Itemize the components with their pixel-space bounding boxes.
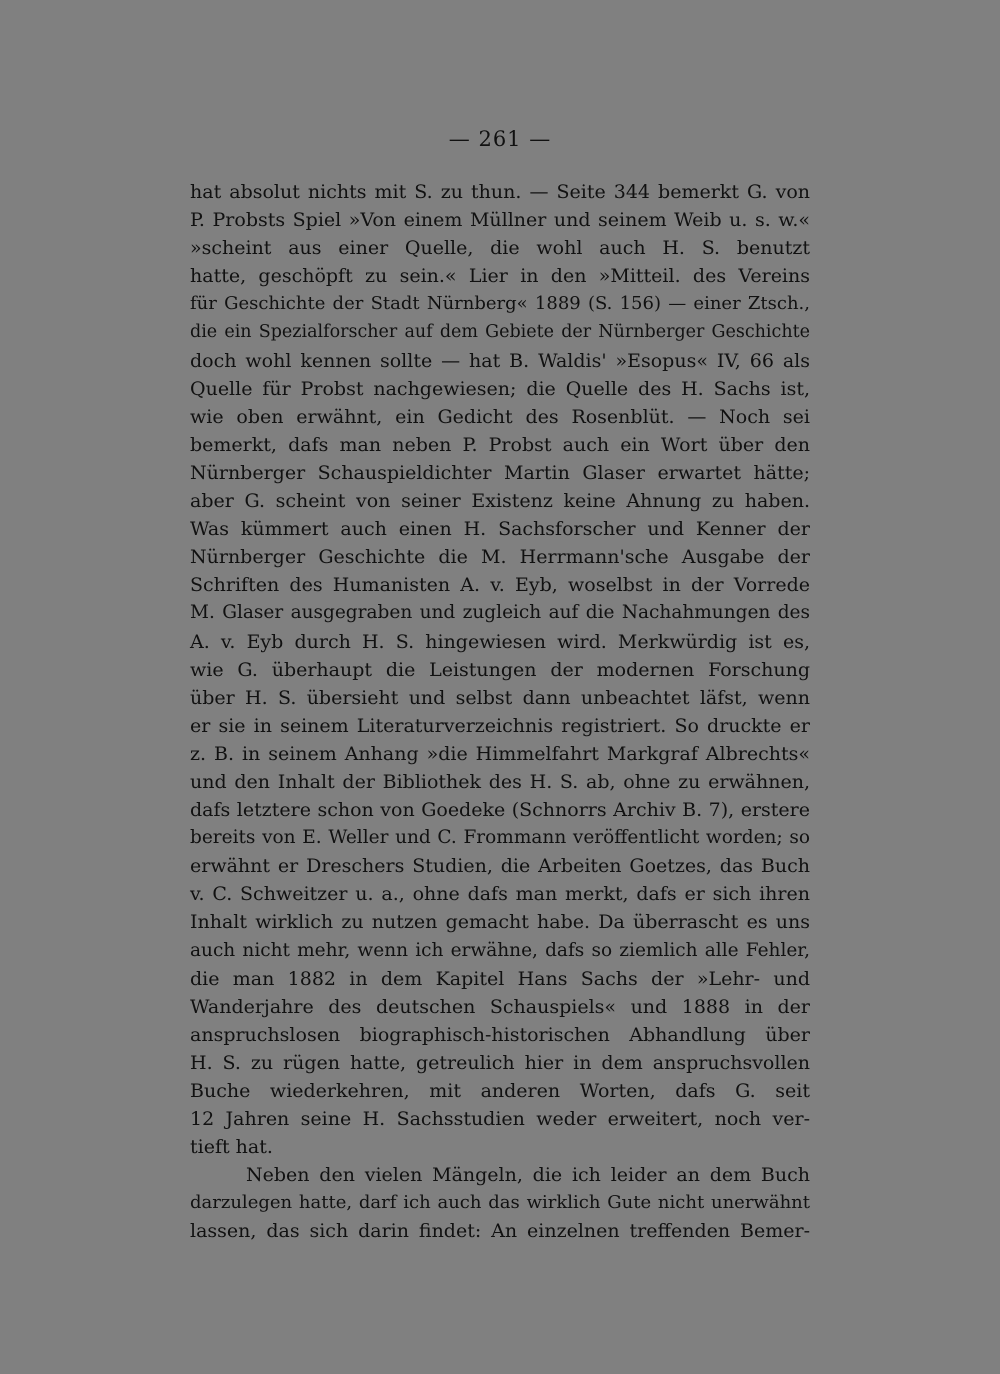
text-line: er sie in seinem Literaturverzeichnis registriert. So druckte er — [190, 714, 810, 737]
text-line: und den Inhalt der Bibliothek des H. S. ab, ohne zu erwähnen, — [190, 770, 810, 793]
text-line: tieft hat. — [190, 1136, 273, 1159]
body-text — [190, 178, 810, 1246]
text-line: wie oben erwähnt, ein Gedicht des Rosenblüt. — Noch sei — [190, 405, 810, 428]
text-line: auch nicht mehr, wenn ich erwähne, dafs so ziemlich alle Fehler, — [190, 939, 810, 961]
text-line: M. Glaser ausgegraben und zugleich auf die Nachahmungen des — [190, 602, 810, 624]
text-line: P. Probsts Spiel »Von einem Müllner und seinem Weib u. s. w.« — [190, 209, 810, 232]
page-number: — 261 — — [448, 127, 552, 151]
text-line: aber G. scheint von seiner Existenz keine Ahnung zu haben. — [190, 490, 810, 513]
text-line: A. v. Eyb durch H. S. hingewiesen wird. Merkwürdig ist es, — [190, 630, 810, 653]
text-line: Buche wiederkehren, mit anderen Worten, dafs G. seit — [190, 1080, 810, 1102]
text-line: darzulegen hatte, darf ich auch das wirklich Gute nicht unerwähnt — [190, 1192, 810, 1214]
text-line: anspruchslosen biographisch-historischen Abhandlung über — [190, 1023, 810, 1046]
text-line: bereits von E. Weller und C. Frommann veröffentlicht worden; so — [190, 827, 810, 849]
text-line: Neben den vielen Mängeln, die ich leider an dem Buch — [246, 1164, 810, 1187]
text-line: Inhalt wirklich zu nutzen gemacht habe. Da überrascht es uns — [190, 911, 810, 934]
text-line: »scheint aus einer Quelle, die wohl auch H. S. benutzt — [190, 237, 810, 260]
text-line: 12 Jahren seine H. Sachsstudien weder erweitert, noch ver- — [190, 1108, 810, 1131]
text-line: Quelle für Probst nachgewiesen; die Quelle des H. Sachs ist, — [190, 377, 810, 400]
text-line: Nürnberger Geschichte die M. Herrmann'sche Ausgabe der — [190, 546, 810, 569]
text-line: hat absolut nichts mit S. zu thun. — Seite 344 bemerkt G. von — [190, 181, 810, 203]
text-line: z. B. in seinem Anhang »die Himmelfahrt Markgraf Albrechts« — [190, 742, 810, 765]
text-line: dafs letztere schon von Goedeke (Schnorrs Archiv B. 7), erstere — [190, 799, 810, 822]
text-line: Was kümmert auch einen H. Sachsforscher und Kenner der — [190, 518, 810, 541]
text-line: v. C. Schweitzer u. a., ohne dafs man merkt, dafs er sich ihren — [190, 883, 810, 906]
text-line: erwähnt er Dreschers Studien, die Arbeiten Goetzes, das Buch — [190, 855, 810, 878]
text-line: Wanderjahre des deutschen Schauspiels« und 1888 in der — [190, 995, 810, 1018]
text-line: Nürnberger Schauspieldichter Martin Glaser erwartet hätte; — [190, 461, 810, 484]
text-line: die ein Spezialforscher auf dem Gebiete der Nürnberger Geschichte — [190, 322, 810, 343]
text-line: hatte, geschöpft zu sein.« Lier in den »Mitteil. des Vereins — [190, 265, 810, 288]
text-line: H. S. zu rügen hatte, getreulich hier in dem anspruchsvollen — [190, 1051, 810, 1074]
text-line: doch wohl kennen sollte — hat B. Waldis' »Esopus« IV, 66 als — [190, 349, 810, 372]
text-line: für Geschichte der Stadt Nürnberg« 1889 (S. 156) — einer Ztsch., — [190, 293, 810, 315]
text-line: über H. S. übersieht und selbst dann unbeachtet läfst, wenn — [190, 686, 810, 709]
text-line: bemerkt, dafs man neben P. Probst auch ein Wort über den — [190, 433, 810, 456]
text-line: lassen, das sich darin findet: An einzelnen treffenden Bemer- — [190, 1220, 810, 1243]
text-line: Schriften des Humanisten A. v. Eyb, woselbst in der Vorrede — [190, 574, 810, 597]
text-line: wie G. überhaupt die Leistungen der modernen Forschung — [190, 658, 810, 681]
text-line: die man 1882 in dem Kapitel Hans Sachs der »Lehr- und — [190, 967, 810, 990]
